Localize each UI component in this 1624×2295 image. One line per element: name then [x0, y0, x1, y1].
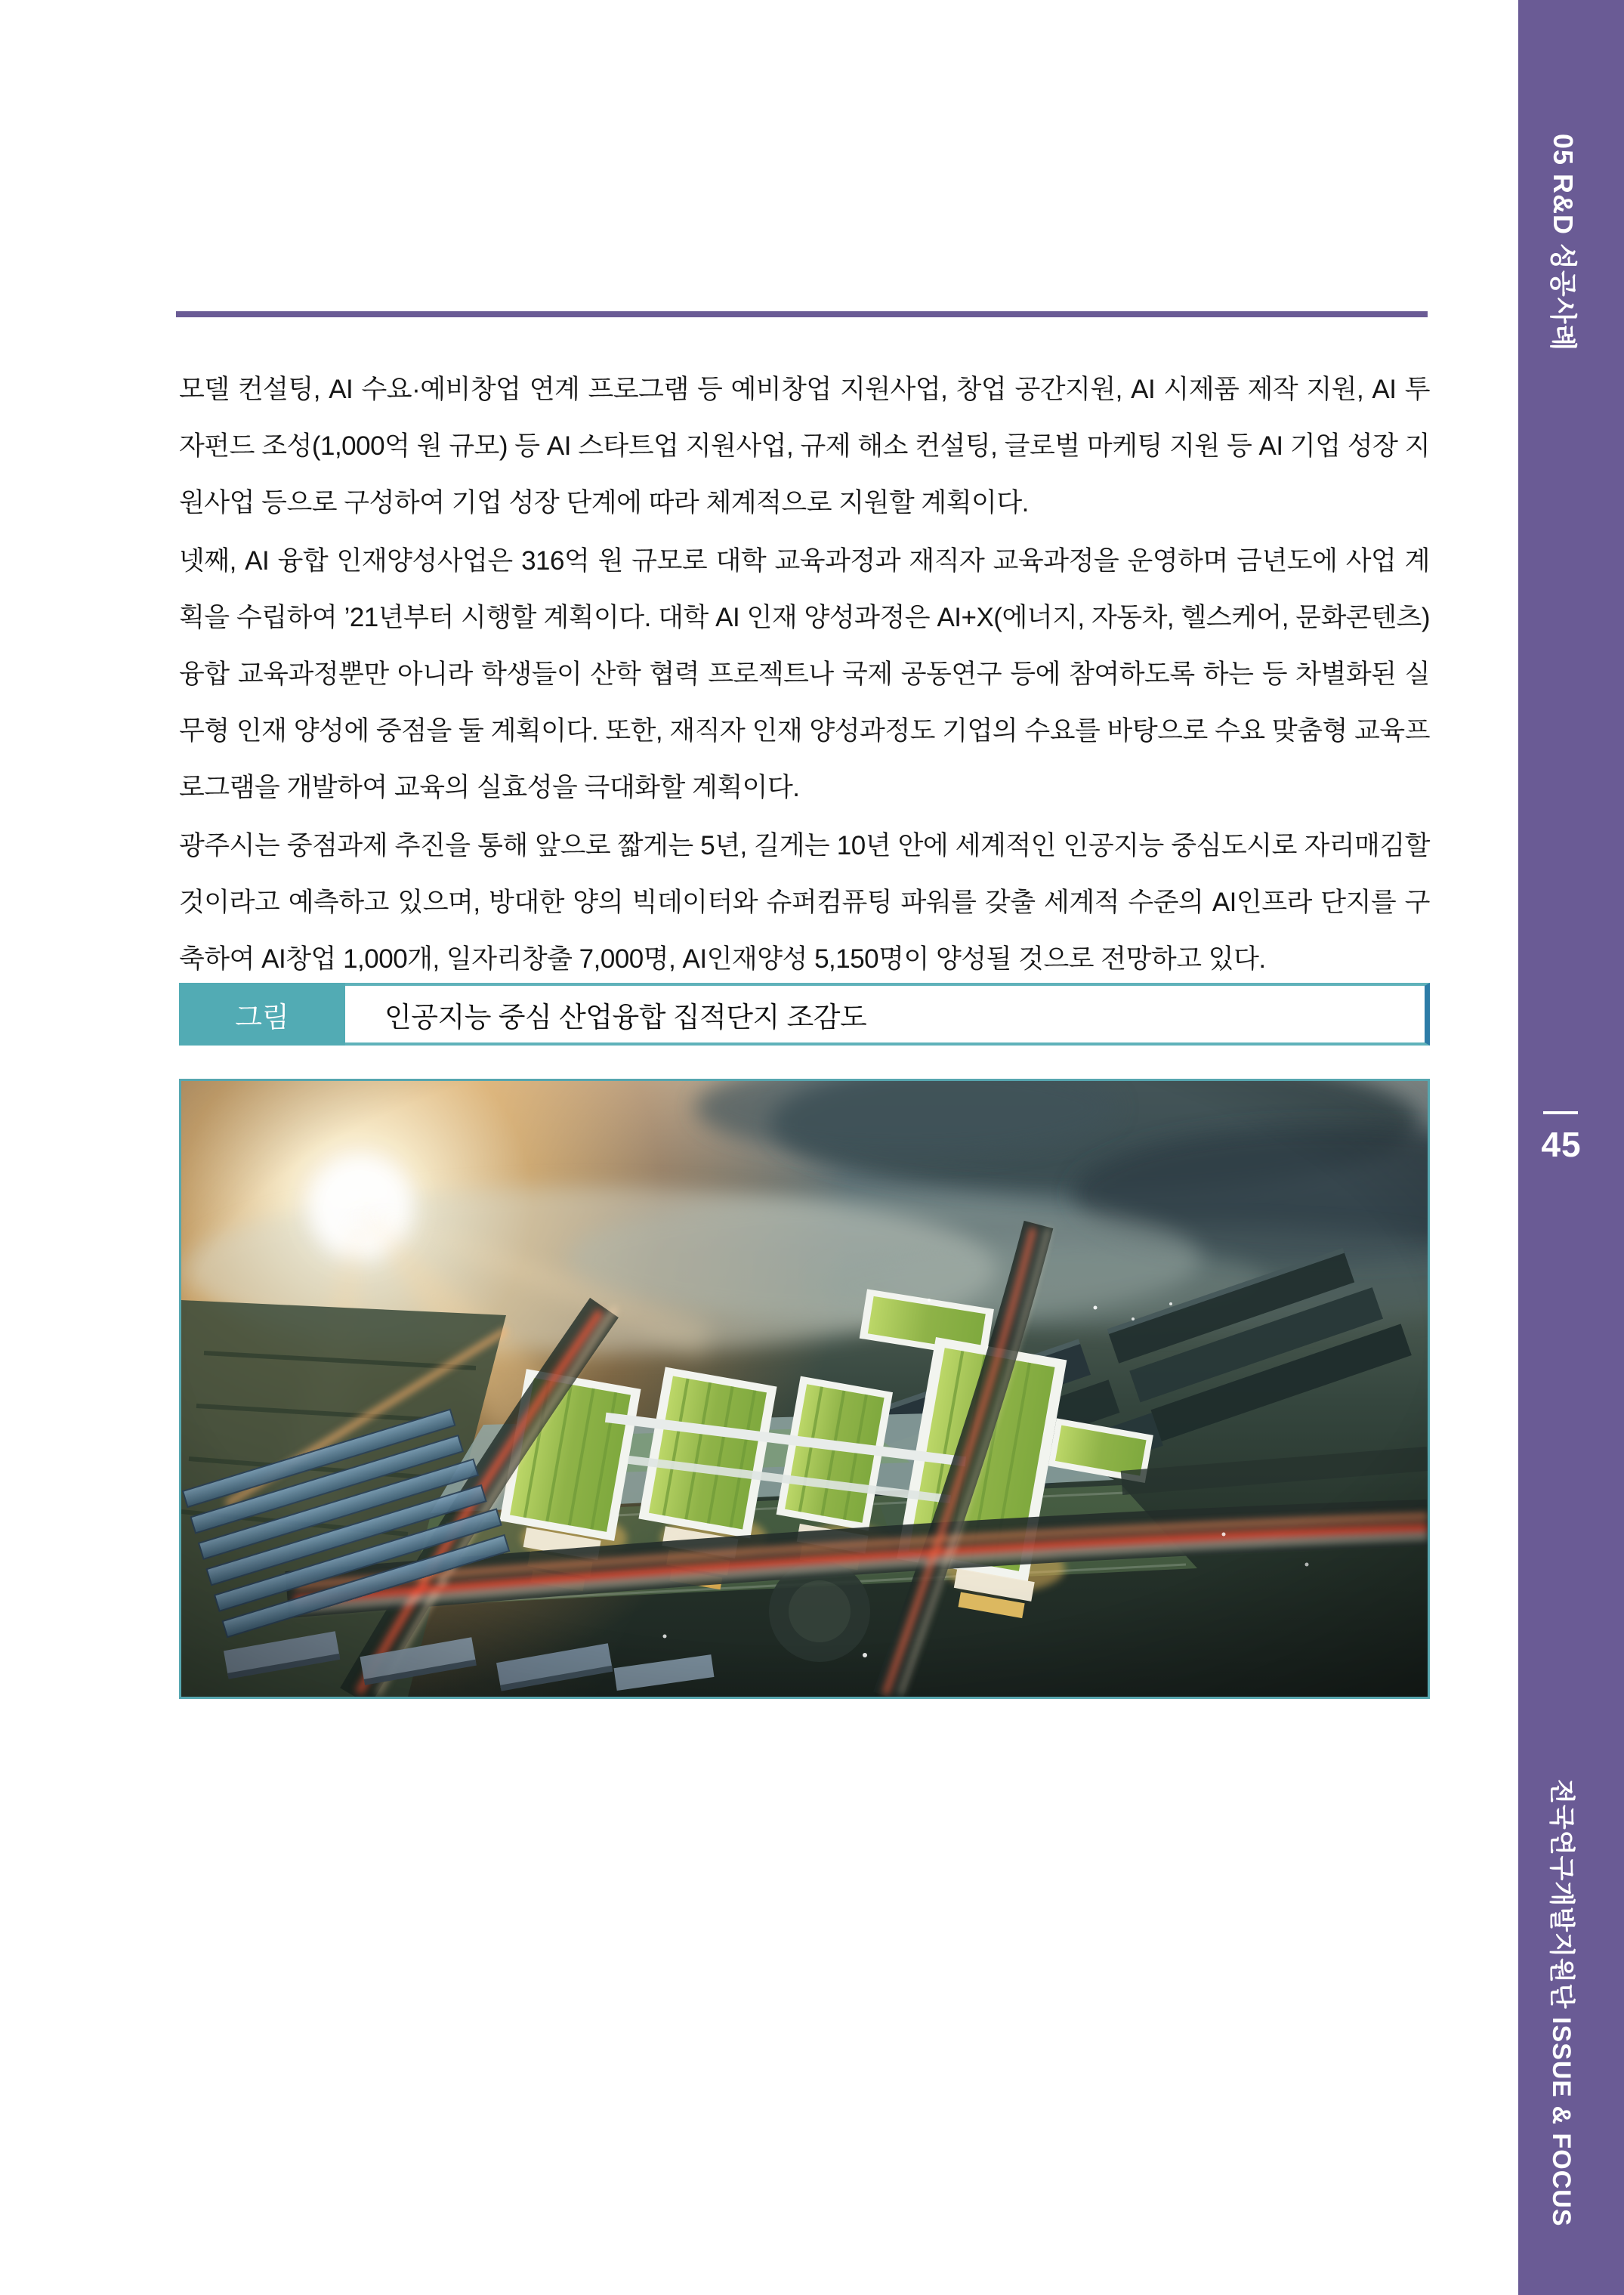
body-paragraph: 모델 컨설팅, AI 수요·예비창업 연계 프로그램 등 예비창업 지원사업, 창업 공간지원, AI 시제품 제작 지원, AI 투자펀드 조성(1,000억 원 규모) 등 AI 스타트업 지원사업, 규제 해소 컨설팅, 글로벌 마케팅 지원 등 AI 기업 성장 지원사업 등으로 구성하여 기업 성장 단계에 따라 체계적으로 지원할 계획이다. — [179, 375, 1431, 517]
body-paragraph: 광주시는 중점과제 추진을 통해 앞으로 짧게는 5년, 길게는 10년 안에 세계적인 인공지능 중심도시로 자리매김할 것이라고 예측하고 있으며, 방대한 양의 빅데이터와 슈퍼컴퓨팅 파워를 갖출 세계적 수준의 AI인프라 단지를 구축하여 AI창업 1,000개, 일자리창출 7,000명, AI인재양성 5,150명이 양성될 것으로 전망하고 있다. — [179, 831, 1430, 974]
aerial-rendering — [181, 1081, 1428, 1697]
body-paragraph: 넷째, AI 융합 인재양성사업은 316억 원 규모로 대학 교육과정과 재직자 교육과정을 운영하며 금년도에 사업 계획을 수립하여 ’21년부터 시행할 계획이다. 대학 AI 인재 양성과정은 AI+X(에너지, 자동차, 헬스케어, 문화콘텐츠) 융합 교육과정뿐만 아니라 학생들이 산학 협력 프로젝트나 국제 공동연구 등에 참여하도록 하는 등 차별화된 실무형 인재 양성에 중점을 둘 계획이다. 또한, 재직자 인재 양성과정도 기업의 수요를 바탕으로 수요 맞춤형 교육프로그램을 개발하여 교육의 실효성을 극대화할 계획이다. — [179, 546, 1430, 802]
side-tab-top-label: 05 R&D 성공사례 — [1548, 134, 1579, 352]
side-tab-bottom-label: 전국연구개발지원단 ISSUE & FOCUS — [1547, 1779, 1576, 2227]
figure-caption-bar — [179, 983, 1430, 1046]
body-text-block — [179, 361, 1430, 989]
page-number-rule — [1543, 1111, 1578, 1114]
figure-label: 그림 — [179, 983, 345, 1046]
figure-image — [179, 1079, 1430, 1699]
page-number: 45 — [1541, 1125, 1582, 1164]
section-divider — [176, 311, 1428, 317]
figure-title: 인공지능 중심 산업융합 집적단지 조감도 — [345, 983, 1430, 1046]
